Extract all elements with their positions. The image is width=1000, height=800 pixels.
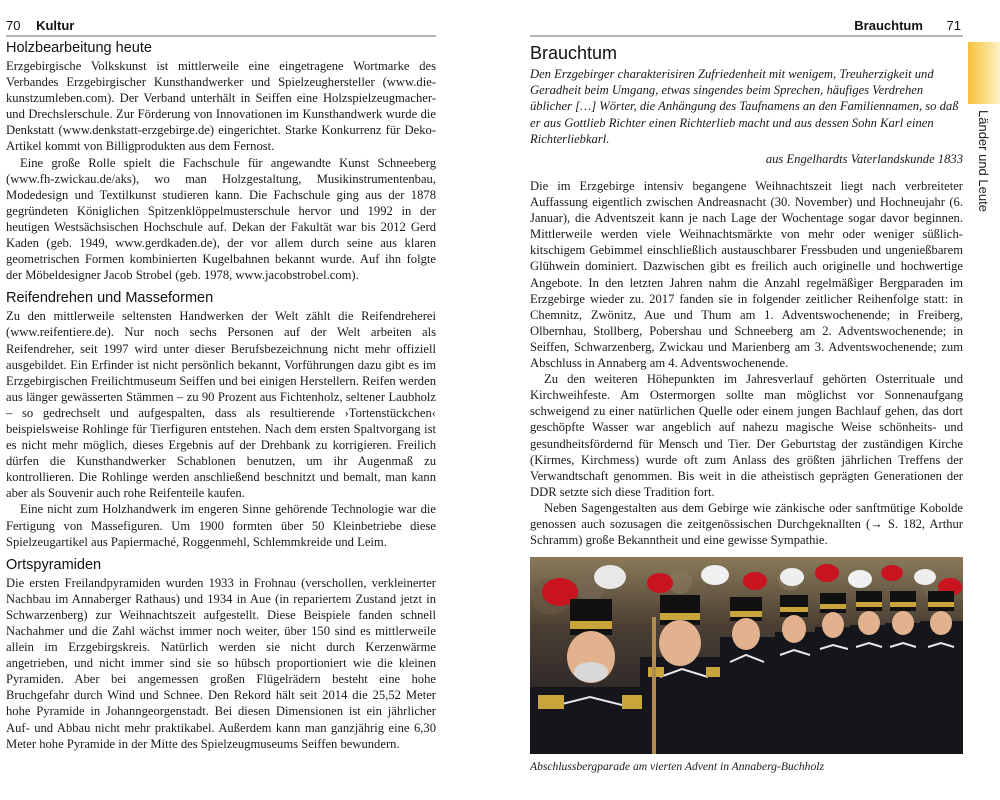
left-text-column <box>6 40 436 752</box>
section-title-right: Brauchtum <box>854 18 923 33</box>
chapter-tab-marker <box>968 42 1000 104</box>
subheading-reifendrehen: Reifendrehen und Masseformen <box>6 290 214 307</box>
paragraph: Eine große Rolle spielt die Fachschule für angewandte Kunst Schneeberg (www.fh-zwickau.de/aks), wo man Holzgestaltung, Musikinstrumentenbau, Modedesign und Textilkunst studieren kann. Die Fachschule ging aus der 1878 gegründeten Königlichen Spitzenklöppelmusterschule hervor und 1992 in der heutigen Westsächsischen Hochschule auf. Dekan der Fakultät war bis 2012 Gerd Kaden (geb. 1949, www.gerdkaden.de), der vor allem durch seine aus klaren geometrischen Formen kombinierten Kugelbahnen bekannt wurde. Auf ihn folgte der Möbeldesigner Jacob Strobel (geb. 1978, www.jacobstrobel.com). <box>6 155 436 283</box>
header-rule-left <box>6 35 436 37</box>
right-text-column <box>530 40 963 774</box>
paragraph: Die im Erzgebirge intensiv begangene Weihnachtszeit liegt nach verbreiteter Auffassung eigentlich zwischen Andreasnacht (30. November) und Hochneujahr (6. Januar), die Adventszeit kann je nach Lage der Wochentage sogar davor beginnen. Mittlerweile werden viele Weihnachtsmärkte von mehr oder weniger süßlich-kitschigem Gebimmel einschließlich austauschbarer Fressbuden und ungenießbarem Glühwein dominiert. Dazwischen gibt es freilich auch originelle und hochwertige Angebote. In den letzten Jahren nahm die Anzahl regelmäßiger Bergparaden im Erzgebirge wieder zu. 2017 fanden sie in folgender zeitlicher Reihenfolge statt: in Chemnitz, Zwönitz, Aue und Thum am 1. Adventswochenende; in Freiberg, Olbernhau, Stollberg, Pobershau und Schneeberg am 2. Adventswochenende; in Seiffen, Schwarzenberg, Zwickau und Marienberg am 3. Adventswochenende; zum Abschluss in Annaberg am 4. Adventswochenende. <box>530 179 963 371</box>
running-header-right <box>531 18 961 34</box>
epigraph-source: aus Engelhardts Vaterlandskunde 1833 <box>765 152 963 167</box>
miners-parade-illustration <box>530 557 963 754</box>
header-rule-right <box>530 35 963 37</box>
chapter-tab-label: Länder und Leute <box>976 110 991 212</box>
paragraph: Zu den mittlerweile seltensten Handwerken der Welt zählt die Reifendreherei (www.reifentiere.de). Nur noch sechs Personen auf der Welt arbeiten als Reifendreher, seit 1997 wird unter dieser Berufsbezeichnung nicht mehr offiziell ausgebildet. Ein Erfinder ist nicht persönlich bekannt, Vorführungen dazu gibt es im Erzgebirgischen Freilichtmuseum Seiffen und bei einigen Herstellern. Reifen werden aus länger gewässerten Stämmen – zu 90 Prozent aus Fichtenholz, seltener Laubholz – so gedrechselt und aufgespalten, dass als resultierende ›Tortenstückchen‹ beispielsweise Rohlinge für Tierfiguren entstehen. Nach dem ersten Spaltvorgang ist es nicht mehr möglich, dieses Ergebnis auf der Drehbank zu korrigieren. Freilich dürfen die Kunsthandwerker Schablonen benutzen, um ihr Augenmaß zu kontrollieren. Die Rohlinge werden anschließend beschnitzt und bemalt, man kann aber als Souvenir auch rohe Reifenteile kaufen. <box>6 309 436 501</box>
subheading-holzbearbeitung: Holzbearbeitung heute <box>6 40 152 56</box>
page-number-left: 70 <box>6 18 21 33</box>
running-header-left <box>6 18 436 34</box>
epigraph-quote: Den Erzgebirger charakterisiren Zufriedenheit mit wenigem, Treuherzigkeit und Geradheit beim Umgang, etwas singendes beim Sprechen, häufiges Verdrehen üblicher […] Wörter, die Anhängung des Taufnamens an den Familiennamen, so daß er aus Gottlieb Richter einen Richterlieb macht und aus dessen Sohn Karl einen Richterliebkarl. <box>530 67 959 146</box>
parade-photo <box>530 557 963 754</box>
page-number-right: 71 <box>946 18 961 33</box>
right-page <box>500 0 1000 800</box>
paragraph: Erzgebirgische Volkskunst ist mittlerweile eine eingetragene Wortmarke des Verbandes Erzgebirgischer Kunsthandwerker und Spielzeughersteller (www.die-kunstzumleben.com). Der Verband unterhält in Seiffen eine Holzspielzeugmacher- und Drechslerschule. Zur Förderung von Innovationen im Kunsthandwerk wurde die Denkstatt (www.denkstatt-erzgebirge.de) eingerichtet. Starke Konkurrenz für Deko-Artikel kommt von Billigprodukten aus dem Fernost. <box>6 59 436 154</box>
chapter-title: Brauchtum <box>530 43 618 63</box>
section-title-left: Kultur <box>36 18 75 33</box>
paragraph: Eine nicht zum Holzhandwerk im engeren Sinne gehörende Technologie war die Fertigung von Massefiguren. Um 1900 formten über 50 Kleinbetriebe diese Spielzeugartikel aus Papiermaché, Roggenmehl, Schlemmkreide und Leim. <box>6 502 436 549</box>
photo-caption: Abschlussbergparade am vierten Advent in Annaberg-Buchholz <box>530 760 824 774</box>
subheading-ortspyramiden: Ortspyramiden <box>6 556 102 573</box>
paragraph: Neben Sagengestalten aus dem Gebirge wie zänkische oder sanftmütige Kobolde genossen auch sozusagen die zeitgenössischen Durchgeknallten (→ S. 182, Arthur Schramm) große Bekanntheit und eine gewisse Sympathie. <box>530 500 963 548</box>
paragraph: Die ersten Freilandpyramiden wurden 1933 in Frohnau (verschollen, verkleinerter Nachbau im Annaberger Rathaus) und 1934 in Aue (in repariertem Zustand jetzt in Schwarzenberg) zur Weihnachtszeit aufgestellt. Diese Beispiele fanden schnell Nachahmer und die Zahl wächst immer noch weiter, über 150 sind es mittlerweile allein im Erzgebirgskreis. Natürlich werden sie nicht durch Kerzenwärme angetrieben, und nicht immer sind sie so hübsch proportioniert wie die kleinen Pyramiden. Aber bei angemessen großen Flügelrädern besteht eine hohe Bruchgefahr durch Wind und Schnee. Den Rekord hält seit 2014 die 25,52 Meter hohe Pyramide in Johanngeorgenstadt. Bei diesen Dimensionen ist ein jährlicher Auf- und Abbau nicht mehr praktikabel. Außerdem kann man ganzjährig eine 6,30 Meter hohe Pyramide in der Mitte des Spielzeugmuseums Seiffen bewundern. <box>6 575 436 751</box>
paragraph: Zu den weiteren Höhepunkten im Jahresverlauf gehörten Osterrituale und Kirchweihfeste. Am Ostermorgen sollte man möglichst vor Sonnenaufgang schweigend zu einer natürlichen Quelle oder einem jungen Bachlauf gehen, das dort geschöpfte Wasser war angeblich auf nahezu magische Weise schönheits- und gesundheitsfördernd für Mensch und Tier. Der Geburtstag der zuständigen Kirche (Kirmes, Kirchmess) wurde oft zum Anlass des größten jährlichen Treffens der Verwandtschaft genommen. Bis weit in die atheistisch geprägten Generationen der DDR setzte sich diese Tradition fort. <box>530 372 963 499</box>
